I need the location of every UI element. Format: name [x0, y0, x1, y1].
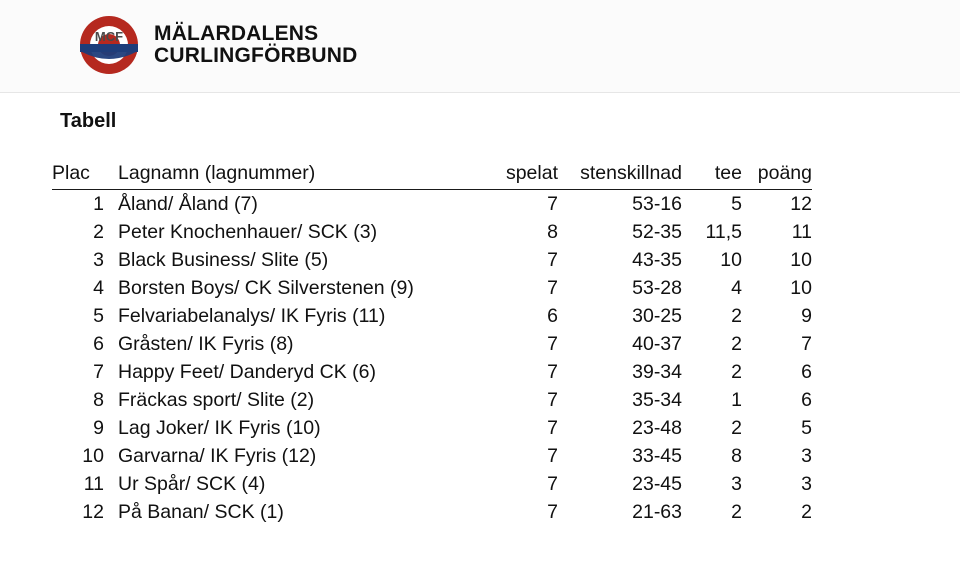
- cell-stones: 23-45: [632, 472, 682, 495]
- cell-place: 5: [93, 304, 104, 327]
- cell-points: 11: [791, 220, 812, 243]
- cell-stones: 53-28: [632, 276, 682, 299]
- cell-stones: 23-48: [632, 416, 682, 439]
- cell-tee: 10: [720, 248, 742, 271]
- table-row: [52, 442, 812, 470]
- site-header: [78, 14, 357, 76]
- cell-place: 7: [93, 360, 104, 383]
- cell-place: 2: [93, 220, 104, 243]
- table-row: [52, 246, 812, 274]
- cell-tee: 2: [731, 416, 742, 439]
- cell-points: 12: [790, 192, 812, 215]
- column-header-stone-difference: stenskillnad: [564, 162, 686, 190]
- table-row: [52, 498, 812, 526]
- cell-place: 6: [93, 332, 104, 355]
- cell-played: 7: [547, 416, 558, 439]
- cell-points: 3: [801, 444, 812, 467]
- cell-team: Fräckas sport/ Slite (2): [118, 388, 315, 411]
- cell-team: Ur Spår/ SCK (4): [118, 472, 266, 495]
- cell-place: 11: [83, 472, 104, 495]
- cell-place: 12: [82, 500, 104, 523]
- org-name-line2: CURLINGFÖRBUND: [154, 44, 358, 67]
- cell-team: Peter Knochenhauer/ SCK (3): [118, 220, 378, 243]
- cell-stones: 39-34: [632, 360, 682, 383]
- table-header-row: [52, 162, 812, 190]
- cell-played: 7: [547, 472, 558, 495]
- cell-points: 9: [801, 304, 812, 327]
- table-row: [52, 386, 812, 414]
- organization-name: [154, 23, 357, 67]
- cell-team: Borsten Boys/ CK Silverstenen (9): [118, 276, 414, 299]
- table-row: [52, 302, 812, 330]
- standings-table: [52, 162, 812, 526]
- cell-points: 3: [801, 472, 812, 495]
- cell-place: 9: [93, 416, 104, 439]
- cell-tee: 4: [731, 276, 742, 299]
- cell-tee: 8: [731, 444, 742, 467]
- table-row: [52, 414, 812, 442]
- cell-team: Felvariabelanalys/ IK Fyris (11): [118, 304, 386, 327]
- column-header-points: poäng: [742, 162, 812, 190]
- cell-stones: 43-35: [632, 248, 682, 271]
- cell-place: 4: [93, 276, 104, 299]
- column-header-place: Plac: [52, 162, 112, 190]
- cell-played: 7: [547, 192, 558, 215]
- cell-tee: 2: [731, 304, 742, 327]
- column-header-team: Lagnamn (lagnummer): [112, 162, 478, 190]
- cell-team: Garvarna/ IK Fyris (12): [118, 444, 317, 467]
- cell-stones: 40-37: [632, 332, 682, 355]
- cell-played: 7: [547, 444, 558, 467]
- cell-played: 7: [547, 360, 558, 383]
- cell-points: 7: [801, 332, 812, 355]
- cell-played: 7: [547, 500, 558, 523]
- cell-stones: 35-34: [632, 388, 682, 411]
- cell-points: 6: [801, 388, 812, 411]
- cell-points: 2: [801, 500, 812, 523]
- cell-played: 7: [547, 332, 558, 355]
- cell-place: 3: [93, 248, 104, 271]
- cell-team: Åland/ Åland (7): [118, 192, 258, 215]
- cell-tee: 11,5: [705, 220, 742, 243]
- cell-team: Black Business/ Slite (5): [118, 248, 329, 271]
- cell-tee: 2: [731, 500, 742, 523]
- cell-points: 5: [801, 416, 812, 439]
- curling-logo-icon: [78, 14, 140, 76]
- cell-tee: 3: [731, 472, 742, 495]
- cell-team: Lag Joker/ IK Fyris (10): [118, 416, 321, 439]
- cell-place: 8: [93, 388, 104, 411]
- org-name-line1: MÄLARDALENS: [154, 22, 319, 45]
- cell-points: 10: [790, 276, 812, 299]
- cell-stones: 30-25: [632, 304, 682, 327]
- svg-text:MCF: MCF: [94, 29, 124, 44]
- cell-points: 6: [801, 360, 812, 383]
- cell-tee: 1: [731, 388, 742, 411]
- cell-team: På Banan/ SCK (1): [118, 500, 284, 523]
- table-row: [52, 330, 812, 358]
- page-title: Tabell: [60, 110, 117, 132]
- cell-team: Happy Feet/ Danderyd CK (6): [118, 360, 376, 383]
- cell-played: 7: [547, 248, 558, 271]
- table-row: [52, 190, 812, 219]
- column-header-tee: tee: [686, 162, 742, 190]
- cell-place: 1: [93, 192, 104, 215]
- table-row: [52, 218, 812, 246]
- cell-played: 8: [547, 220, 558, 243]
- cell-played: 6: [547, 304, 558, 327]
- cell-tee: 2: [731, 360, 742, 383]
- table-row: [52, 274, 812, 302]
- cell-stones: 52-35: [632, 220, 682, 243]
- table-row: [52, 358, 812, 386]
- cell-played: 7: [547, 276, 558, 299]
- cell-points: 10: [790, 248, 812, 271]
- cell-team: Gråsten/ IK Fyris (8): [118, 332, 294, 355]
- cell-place: 10: [82, 444, 104, 467]
- column-header-played: spelat: [478, 162, 564, 190]
- cell-played: 7: [547, 388, 558, 411]
- cell-stones: 53-16: [632, 192, 682, 215]
- cell-stones: 33-45: [632, 444, 682, 467]
- cell-stones: 21-63: [632, 500, 682, 523]
- table-row: [52, 470, 812, 498]
- header-divider: [0, 92, 960, 93]
- cell-tee: 5: [731, 192, 742, 215]
- cell-tee: 2: [731, 332, 742, 355]
